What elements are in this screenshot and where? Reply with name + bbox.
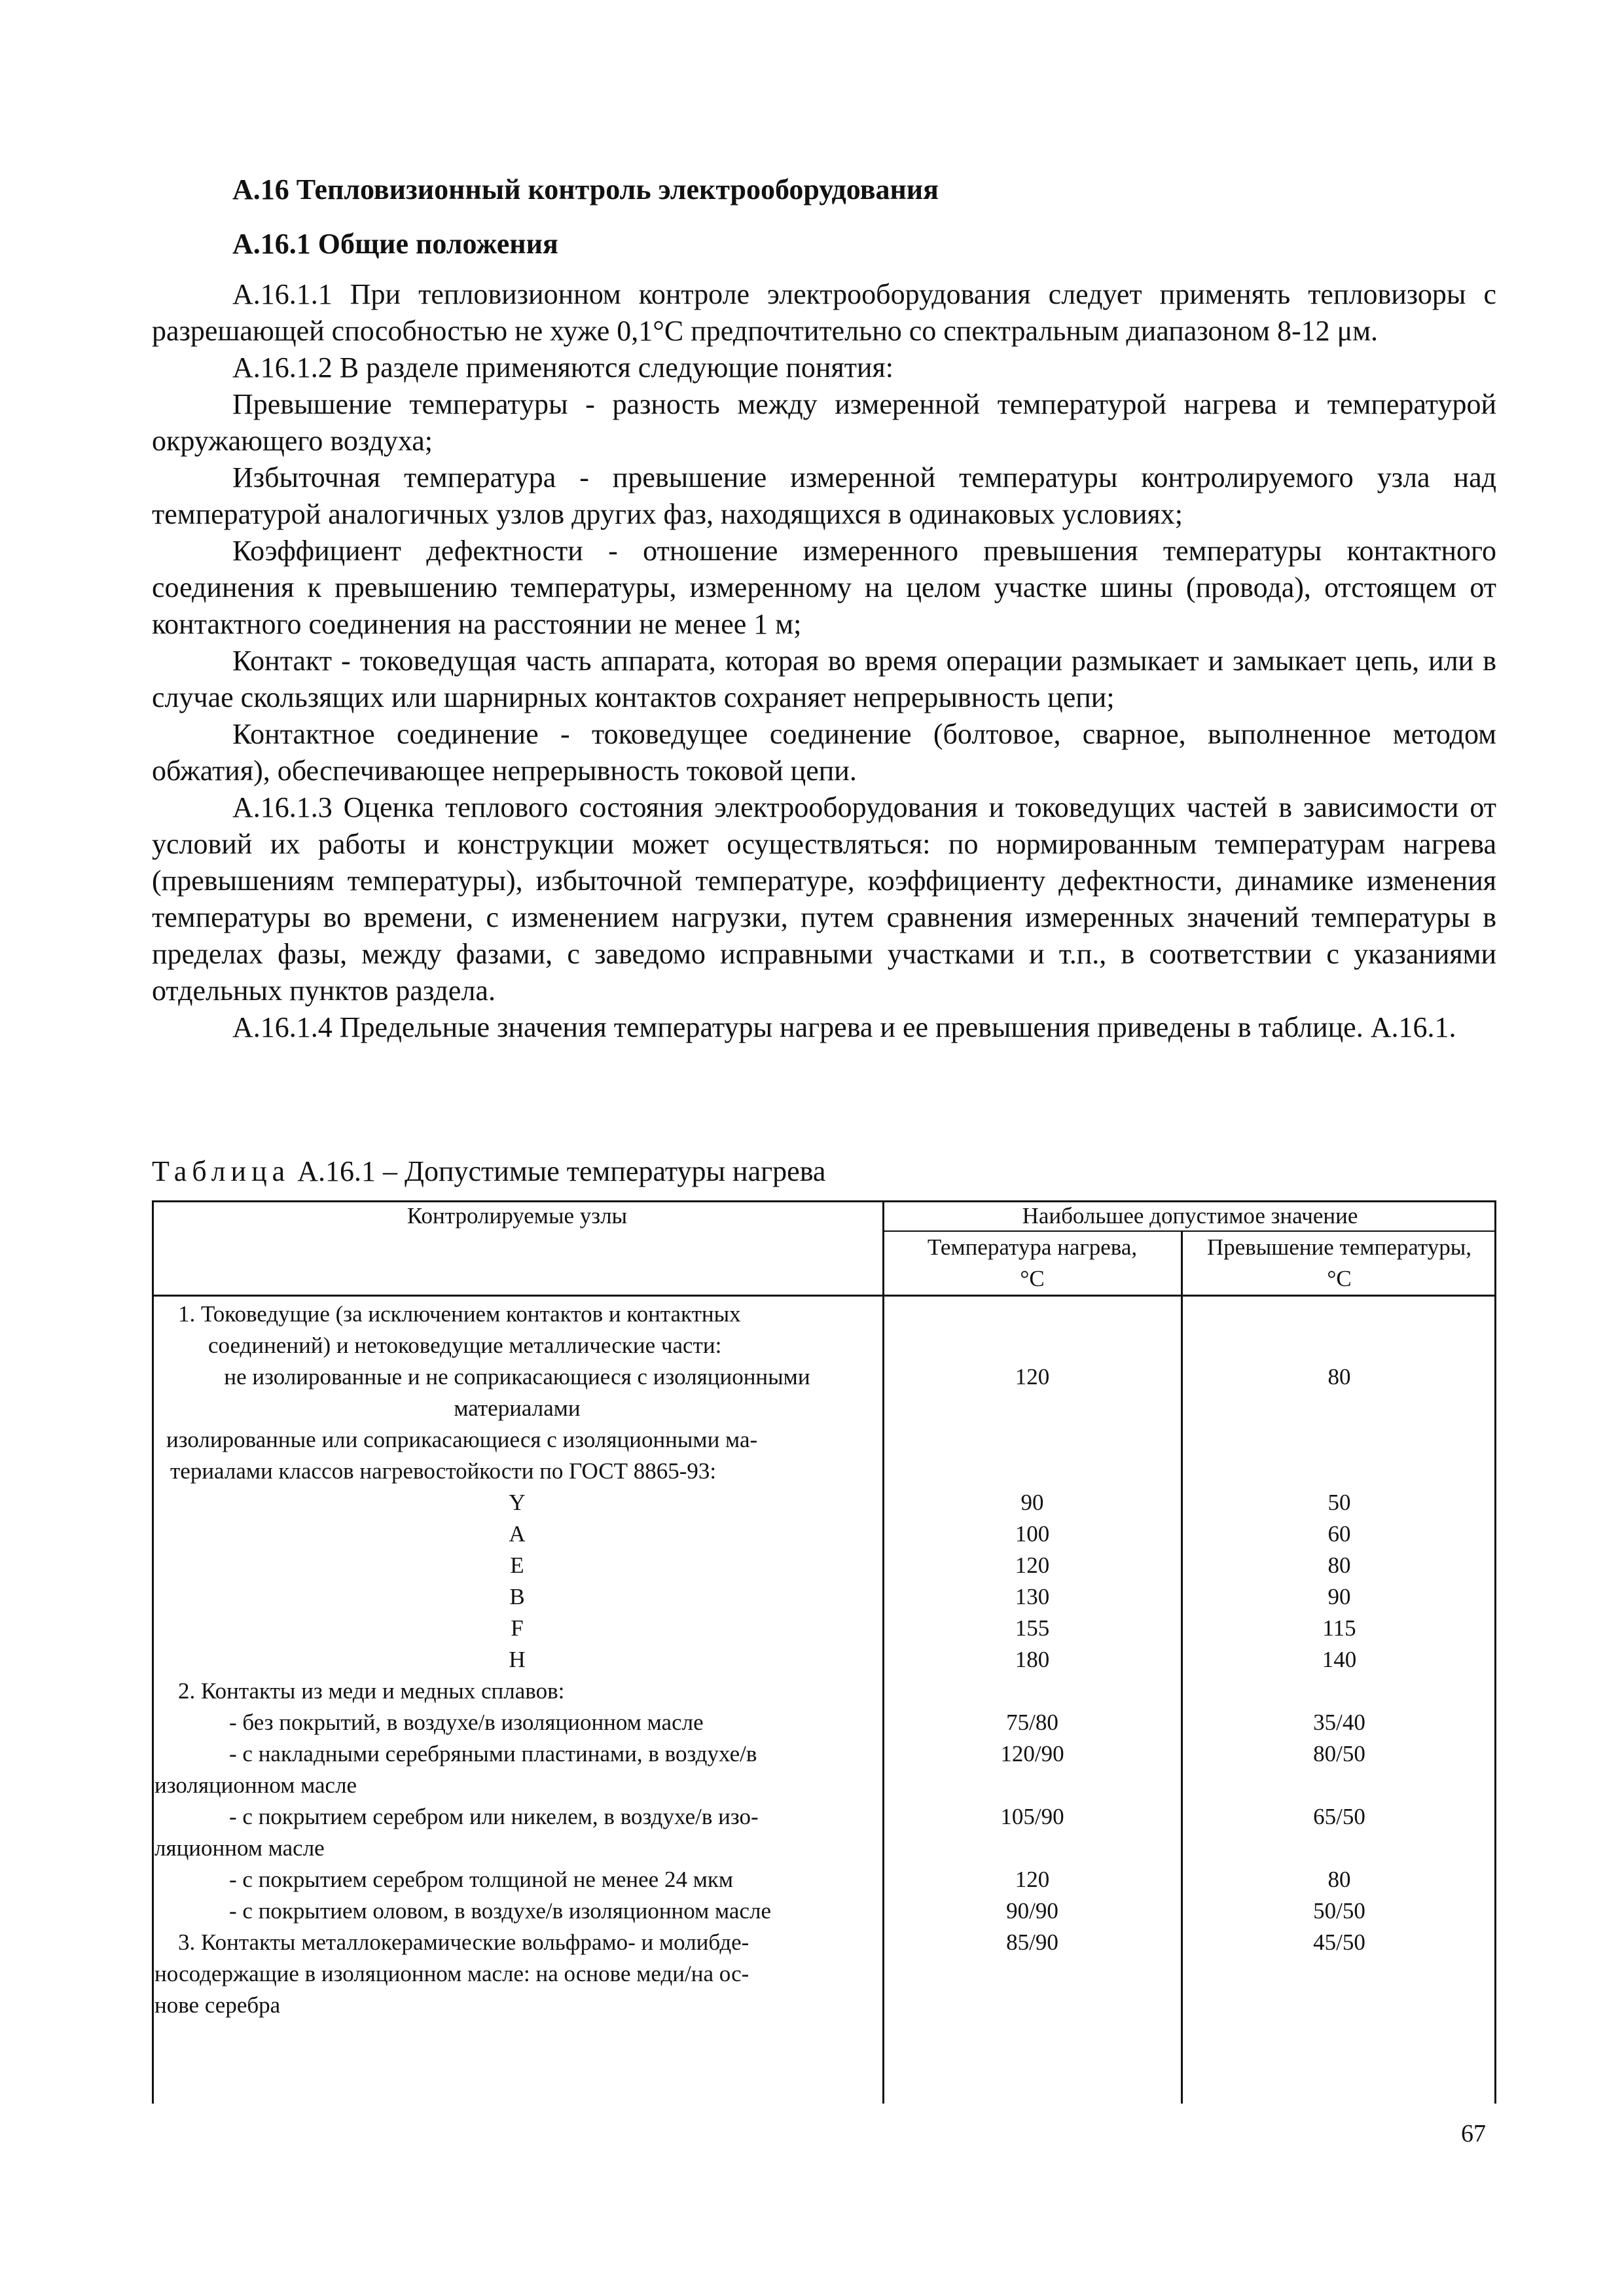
table-cell-text: - без покрытий, в воздухе/в изоляционном масле [229, 1710, 704, 1735]
table-cell-text: материалами [454, 1395, 581, 1421]
table-cell-value: 90/90 [1006, 1898, 1058, 1924]
class-temp-rise: 115 [1322, 1615, 1356, 1641]
table-cell-text: не изолированные и не соприкасающиеся с изоляционными [224, 1364, 810, 1390]
paragraph: Контакт - токоведущая часть аппарата, которая во время операции размыкает и замыкает цепь, или в случае скользящих или шарнирных контактов сохраняет непрерывность цепи; [152, 645, 1496, 713]
table-cell-text: ляционном масле [154, 1835, 325, 1861]
paragraph: Превышение температуры - разность между измеренной температурой нагрева и температурой окружающего воздуха; [152, 388, 1496, 457]
class-heating-temp: 130 [1015, 1584, 1050, 1609]
paragraph: Коэффициент дефектности - отношение измеренного превышения температуры контактного соединения к превышению температуры, измеренному на целом участке шины (провода), отстоящем от контактного соединения на расстоянии не менее 1 м; [152, 535, 1496, 640]
class-heating-temp: 180 [1015, 1647, 1050, 1672]
table-cell-text: - с покрытием оловом, в воздухе/в изоляционном масле [229, 1898, 771, 1924]
class-name: Y [509, 1490, 526, 1515]
table-cell-text: носодержащие в изоляционном масле: на основе меди/на ос- [154, 1961, 749, 1986]
table-cell-value: 65/50 [1313, 1804, 1365, 1829]
table-cell-text: - с покрытием серебром толщиной не менее 24 мкм [229, 1867, 733, 1892]
class-temp-rise: 80 [1327, 1552, 1351, 1578]
class-heating-temp: 100 [1015, 1521, 1050, 1547]
table-cell-text: териалами классов нагревостойкости по ГОСТ 8865-93: [170, 1458, 717, 1484]
table-cell-text: изоляционном масле [154, 1772, 357, 1798]
table-cell-value: 50/50 [1313, 1898, 1365, 1924]
table-cell-value: 75/80 [1006, 1710, 1058, 1735]
table-cell-value: 80 [1327, 1364, 1351, 1390]
subsection-heading: А.16.1 Общие положения [232, 228, 558, 260]
header-heating-temp-label: Температура нагрева, [927, 1234, 1138, 1260]
page-number: 67 [1461, 2120, 1486, 2147]
table-cell-value: 105/90 [1000, 1804, 1064, 1829]
header-max-allowed: Наибольшее допустимое значение [1022, 1203, 1358, 1229]
header-controlled-nodes: Контролируемые узлы [406, 1203, 628, 1229]
class-temp-rise: 50 [1327, 1490, 1351, 1515]
class-temp-rise: 90 [1327, 1584, 1351, 1609]
table-cell-text: изолированные или соприкасающиеся с изоляционными ма- [166, 1427, 758, 1452]
paragraph: Избыточная температура - превышение измеренной температуры контролируемого узла над температурой аналогичных узлов других фаз, находящихся в одинаковых условиях; [152, 461, 1496, 530]
class-name: H [509, 1647, 526, 1672]
table-cell-value: 80/50 [1313, 1741, 1365, 1767]
table-cell-text: 3. Контакты металлокерамические вольфрамо- и молибде- [178, 1929, 749, 1955]
table-cell-text: - с накладными серебряными пластинами, в воздухе/в [229, 1741, 757, 1767]
class-name: A [509, 1521, 526, 1547]
paragraph: А.16.1.1 При тепловизионном контроле электрооборудования следует применять тепловизоры с разрешающей способностью не хуже 0,1°С предпочтительно со спектральным диапазоном 8-12 μм. [152, 278, 1496, 347]
header-temp-rise [1182, 1232, 1496, 1295]
class-heating-temp: 90 [1020, 1490, 1044, 1515]
table-cell-text: - с покрытием серебром или никелем, в воздухе/в изо- [229, 1804, 759, 1829]
header-temp-rise-unit: °С [1327, 1266, 1352, 1291]
table-cell-value: 35/40 [1313, 1710, 1365, 1735]
temperature-table [152, 1200, 1496, 2104]
table-cell-text: 2. Контакты из меди и медных сплавов: [178, 1678, 565, 1704]
paragraph: А.16.1.3 Оценка теплового состояния электрооборудования и токоведущих частей в зависимости от условий их работы и конструкции может осуществляться: по нормированным температурам нагрева (превышениям температуры), избыточной температуре, коэффициенту дефектности, динамике изменения температуры во времени, с изменением нагрузки, путем сравнения измеренных значений температуры в пределах фазы, между фазами, с заведомо исправными участками и т.п., в соответствии с указаниями отдельных пунктов раздела. [152, 791, 1496, 1007]
table-cell-value: 120/90 [1000, 1741, 1064, 1767]
table-cell-text: соединений) и нетоковедущие металлические части: [208, 1333, 722, 1358]
table-caption [152, 1153, 825, 1190]
table-cell-text: нове серебра [154, 1992, 281, 2018]
class-name: F [511, 1615, 524, 1641]
section-heading: А.16 Тепловизионный контроль электрооборудования [232, 173, 939, 206]
header-temp-rise-label: Превышение температуры, [1206, 1234, 1472, 1260]
table-cell-value: 85/90 [1006, 1929, 1058, 1955]
class-heating-temp: 155 [1015, 1615, 1050, 1641]
class-name: E [510, 1552, 524, 1578]
paragraph: А.16.1.2 В разделе применяются следующие понятия: [232, 351, 893, 384]
header-heating-temp-unit: °С [1020, 1266, 1045, 1291]
table-cell-value: 120 [1015, 1867, 1050, 1892]
table-caption-label: Таблица [152, 1155, 291, 1187]
body-text [152, 276, 1496, 1046]
table-cell-text: 1. Токоведущие (за исключением контактов и контактных [178, 1301, 741, 1327]
table-cell-value: 45/50 [1313, 1929, 1365, 1955]
paragraph: А.16.1.4 Предельные значения температуры нагрева и ее превышения приведены в таблице. А.16.1. [232, 1011, 1456, 1043]
header-heating-temp [884, 1232, 1181, 1295]
class-heating-temp: 120 [1015, 1552, 1050, 1578]
paragraph: Контактное соединение - токоведущее соединение (болтовое, сварное, выполненное методом обжатия), обеспечивающее непрерывность токовой цепи. [152, 718, 1496, 787]
table-cell-value: 120 [1015, 1364, 1050, 1390]
class-temp-rise: 140 [1322, 1647, 1357, 1672]
class-temp-rise: 60 [1327, 1521, 1351, 1547]
table-header-bottom [152, 1295, 1496, 1297]
class-name: B [509, 1584, 525, 1609]
table-cell-value: 80 [1327, 1867, 1351, 1892]
table-caption-title: А.16.1 – Допустимые температуры нагрева [297, 1155, 826, 1187]
